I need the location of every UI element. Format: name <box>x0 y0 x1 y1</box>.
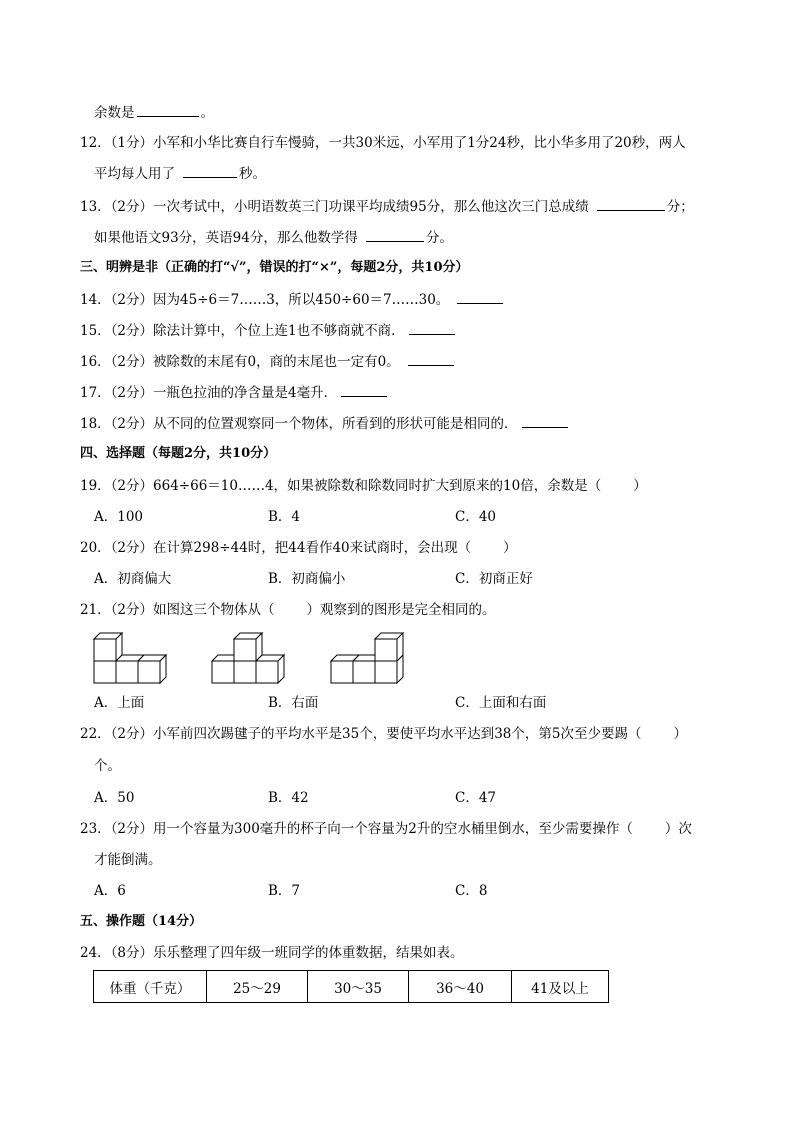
q16-number: 16． <box>80 354 111 370</box>
q12-line2 <box>94 163 266 184</box>
q23-option-c[interactable]: C．8 <box>455 883 488 899</box>
cube-figure-2 <box>210 630 292 686</box>
q12-answer-blank[interactable] <box>183 163 237 178</box>
q23-option-b[interactable]: B．7 <box>268 883 301 899</box>
q17-text: （2分）一瓶色拉油的净含量是4毫升． <box>110 385 338 401</box>
q23-option-a[interactable]: A．6 <box>94 883 126 899</box>
q22-line1 <box>80 724 687 744</box>
weight-table <box>93 970 609 1003</box>
q20-option-c[interactable]: C．初商正好 <box>455 571 533 587</box>
q12-number: 12． <box>80 135 111 151</box>
q19 <box>80 476 647 496</box>
q11-tail-text: 余数是 <box>94 105 135 121</box>
q21 <box>80 600 496 620</box>
q20-option-b[interactable]: B．初商偏小 <box>268 571 346 587</box>
q19-option-c[interactable]: C．40 <box>455 509 497 525</box>
q17-answer-blank[interactable] <box>341 382 387 397</box>
q16-text: （2分）被除数的末尾有0，商的末尾也一定有0。 <box>110 354 400 370</box>
q15-number: 15． <box>80 323 111 339</box>
q19-number: 19． <box>80 478 111 494</box>
q21-option-c[interactable]: C．上面和右面 <box>455 695 547 711</box>
section-5-heading: 五、操作题（14分） <box>80 914 203 929</box>
q17-number: 17． <box>80 385 111 401</box>
q23-number: 23． <box>80 821 111 837</box>
q22-number: 22． <box>80 726 111 742</box>
q21-option-b[interactable]: B．右面 <box>268 695 319 711</box>
q18-number: 18． <box>80 416 111 432</box>
weight-table-header-cell: 41及以上 <box>512 971 609 1003</box>
q13-line1 <box>80 196 694 217</box>
q13-number: 13． <box>80 199 111 215</box>
q22-line2: 个。 <box>94 758 121 774</box>
q22-option-c[interactable]: C．47 <box>455 790 497 806</box>
cube-3-top-right <box>375 633 403 661</box>
q24 <box>80 943 464 963</box>
q13-text: （2分）一次考试中，小明语数英三门功课平均成绩95分，那么他这次三门总成绩 <box>110 199 589 215</box>
q17 <box>80 382 389 403</box>
q20-option-a[interactable]: A．初商偏大 <box>94 571 172 587</box>
q22-option-a[interactable]: A．50 <box>94 790 135 806</box>
q20-number: 20． <box>80 540 111 556</box>
q21-text-2: ）观察到的图形是完全相同的。 <box>306 602 496 618</box>
q19-text: （2分）664÷66＝10……4，如果被除数和除数同时扩大到原来的10倍，余数是（ <box>110 478 602 494</box>
q14-text: （2分）因为45÷6＝7……3，所以450÷60＝7……30。 <box>110 292 450 308</box>
section-4-heading: 四、选择题（每题2分，共10分） <box>80 446 277 461</box>
cube-1-top-left <box>94 633 122 661</box>
cube-figure-1 <box>92 630 174 686</box>
q13-text-2: 分； <box>666 199 694 215</box>
q14-number: 14． <box>80 292 111 308</box>
q19-option-a[interactable]: A．100 <box>94 509 144 525</box>
q23-text-2: ）次 <box>664 821 692 837</box>
q20 <box>80 538 517 558</box>
weight-table-header-cell: 36～40 <box>409 971 512 1003</box>
q12-line1 <box>80 133 686 153</box>
q13-answer-blank-2[interactable] <box>366 227 424 242</box>
q24-number: 24． <box>80 945 111 961</box>
section-3-heading: 三、明辨是非（正确的打“√”，错误的打“×”，每题2分，共10分） <box>80 260 469 275</box>
q20-text: （2分）在计算298÷44时，把44看作40来试商时，会出现（ <box>110 540 472 556</box>
q12-text-2: 平均每人用了 <box>94 166 175 182</box>
q19-option-b[interactable]: B．4 <box>268 509 301 525</box>
cube-2-top-middle <box>234 633 262 661</box>
q22-text: （2分）小军前四次踢毽子的平均水平是35个，要使平均水平达到38个，第5次至少要踢（ <box>110 726 642 742</box>
q15 <box>80 320 457 341</box>
q18-text: （2分）从不同的位置观察同一个物体，所看到的形状可能是相同的． <box>110 416 518 432</box>
q21-number: 21． <box>80 602 111 618</box>
q14-answer-blank[interactable] <box>457 289 503 304</box>
q23-text: （2分）用一个容量为300毫升的杯子向一个容量为2升的空水桶里倒水，至少需要操作（ <box>110 821 633 837</box>
q14 <box>80 289 505 310</box>
q15-answer-blank[interactable] <box>409 320 455 335</box>
q21-option-a[interactable]: A．上面 <box>94 695 145 711</box>
q18-answer-blank[interactable] <box>522 413 568 428</box>
q20-close-paren: ） <box>503 540 517 556</box>
q11-answer-blank[interactable] <box>137 102 199 117</box>
q21-text: （2分）如图这三个物体从（ <box>110 602 275 618</box>
q13-line2 <box>94 227 453 248</box>
q18 <box>80 413 570 434</box>
q22-option-b[interactable]: B．42 <box>268 790 309 806</box>
q24-text: （8分）乐乐整理了四年级一班同学的体重数据，结果如表。 <box>110 945 464 961</box>
q15-text: （2分）除法计算中，个位上连1也不够商就不商． <box>110 323 405 339</box>
q19-close-paren: ） <box>633 478 647 494</box>
q16 <box>80 351 456 372</box>
q11-tail <box>94 102 214 123</box>
q16-answer-blank[interactable] <box>408 351 454 366</box>
q13-text-3: 如果他语文93分，英语94分，那么他数学得 <box>94 230 358 246</box>
q23-line2: 才能倒满。 <box>94 852 162 868</box>
q12-text: （1分）小军和小华比赛自行车慢骑，一共30米远，小军用了1分24秒，比小华多用了20秒，两人 <box>110 135 686 151</box>
q22-close-paren: ） <box>673 726 687 742</box>
q11-tail-end: 。 <box>200 105 214 121</box>
q13-answer-blank-1[interactable] <box>597 196 665 211</box>
weight-table-header-row <box>94 971 609 1003</box>
weight-table-header-cell: 25～29 <box>207 971 308 1003</box>
q13-text-4: 分。 <box>425 230 453 246</box>
weight-table-header-cell: 体重（千克） <box>94 971 207 1003</box>
q12-text-3: 秒。 <box>239 166 266 182</box>
weight-table-header-cell: 30～35 <box>308 971 409 1003</box>
cube-figure-3 <box>329 627 411 686</box>
q23-line1 <box>80 819 692 839</box>
